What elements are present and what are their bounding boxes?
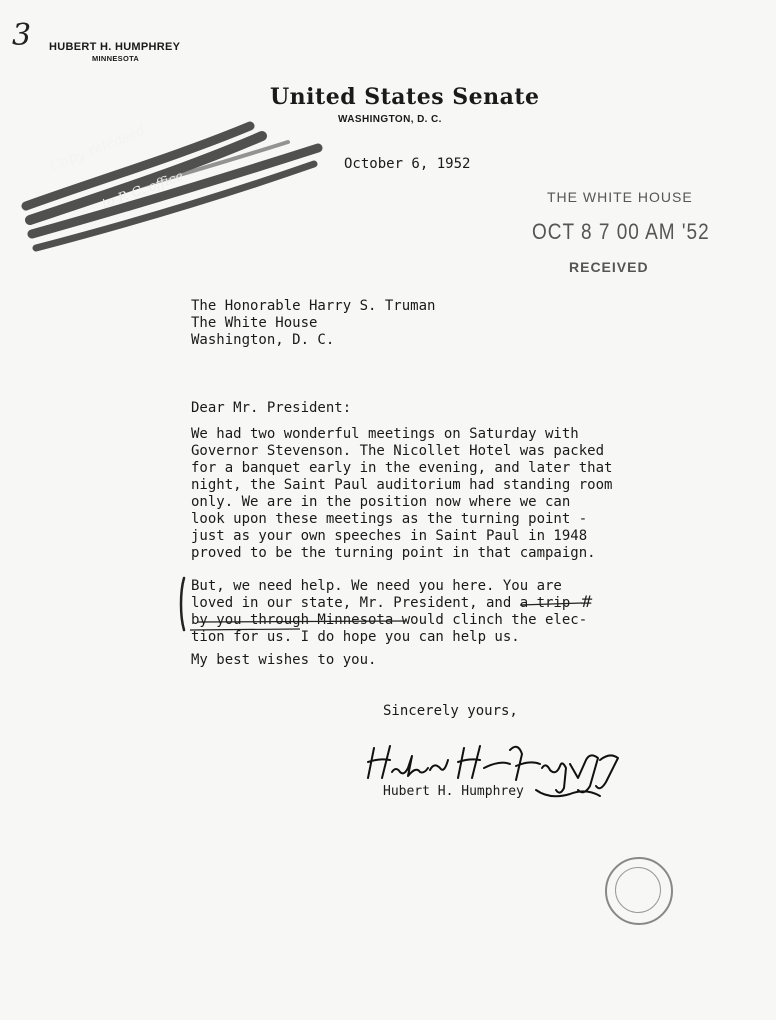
body-line: tion for us. I do hope you can help us. xyxy=(191,629,520,645)
letterhead-city: WASHINGTON, D. C. xyxy=(338,114,442,125)
typed-signature-name: Hubert H. Humphrey xyxy=(383,784,524,799)
body-line: But, we need help. We need you here. You are xyxy=(191,578,562,594)
pencil-note-line2: to P. C. office xyxy=(100,168,186,213)
salutation: Dear Mr. President: xyxy=(191,400,352,416)
body-line: for a banquet early in the evening, and later that xyxy=(191,460,613,476)
received-stamp-org: THE WHITE HOUSE xyxy=(547,189,693,205)
body-line: just as your own speeches in Saint Paul in 1948 xyxy=(191,528,588,544)
margin-bracket-icon xyxy=(176,576,188,632)
recipient-line1: The Honorable Harry S. Truman xyxy=(191,298,436,314)
body-line: night, the Saint Paul auditorium had standing room xyxy=(191,477,613,493)
pencil-note-line1: Copy released xyxy=(48,122,148,175)
body-line: proved to be the turning point in that campaign. xyxy=(191,545,596,561)
body-line: We had two wonderful meetings on Saturday with xyxy=(191,426,579,442)
letterhead-title: United States Senate xyxy=(270,84,540,110)
recipient-line3: Washington, D. C. xyxy=(191,332,335,348)
body-line: loved in our state, Mr. President, and a trip xyxy=(191,595,571,611)
received-stamp-status: RECEIVED xyxy=(569,259,649,275)
body-line: only. We are in the position now where we can xyxy=(191,494,571,510)
body-paragraph-1 xyxy=(191,426,611,562)
archive-seal-icon xyxy=(605,857,673,925)
closing: Sincerely yours, xyxy=(383,703,518,719)
body-paragraph-3: My best wishes to you. xyxy=(191,652,377,668)
sender-state: MINNESOTA xyxy=(92,54,140,63)
underline-marks-icon xyxy=(190,594,610,634)
page-number: 3 xyxy=(12,18,32,53)
body-line: Governor Stevenson. The Nicollet Hotel was packed xyxy=(191,443,605,459)
body-line: by you through Minnesota would clinch the elec- xyxy=(191,612,588,628)
seal-inner-ring xyxy=(615,867,661,913)
received-stamp-datetime: OCT 8 7 00 AM '52 xyxy=(532,220,710,245)
margin-mark: # xyxy=(580,592,594,611)
body-line: look upon these meetings as the turning point - xyxy=(191,511,588,527)
recipient-line2: The White House xyxy=(191,315,318,331)
sender-name: HUBERT H. HUMPHREY xyxy=(49,41,181,53)
letter-date: October 6, 1952 xyxy=(344,156,471,172)
